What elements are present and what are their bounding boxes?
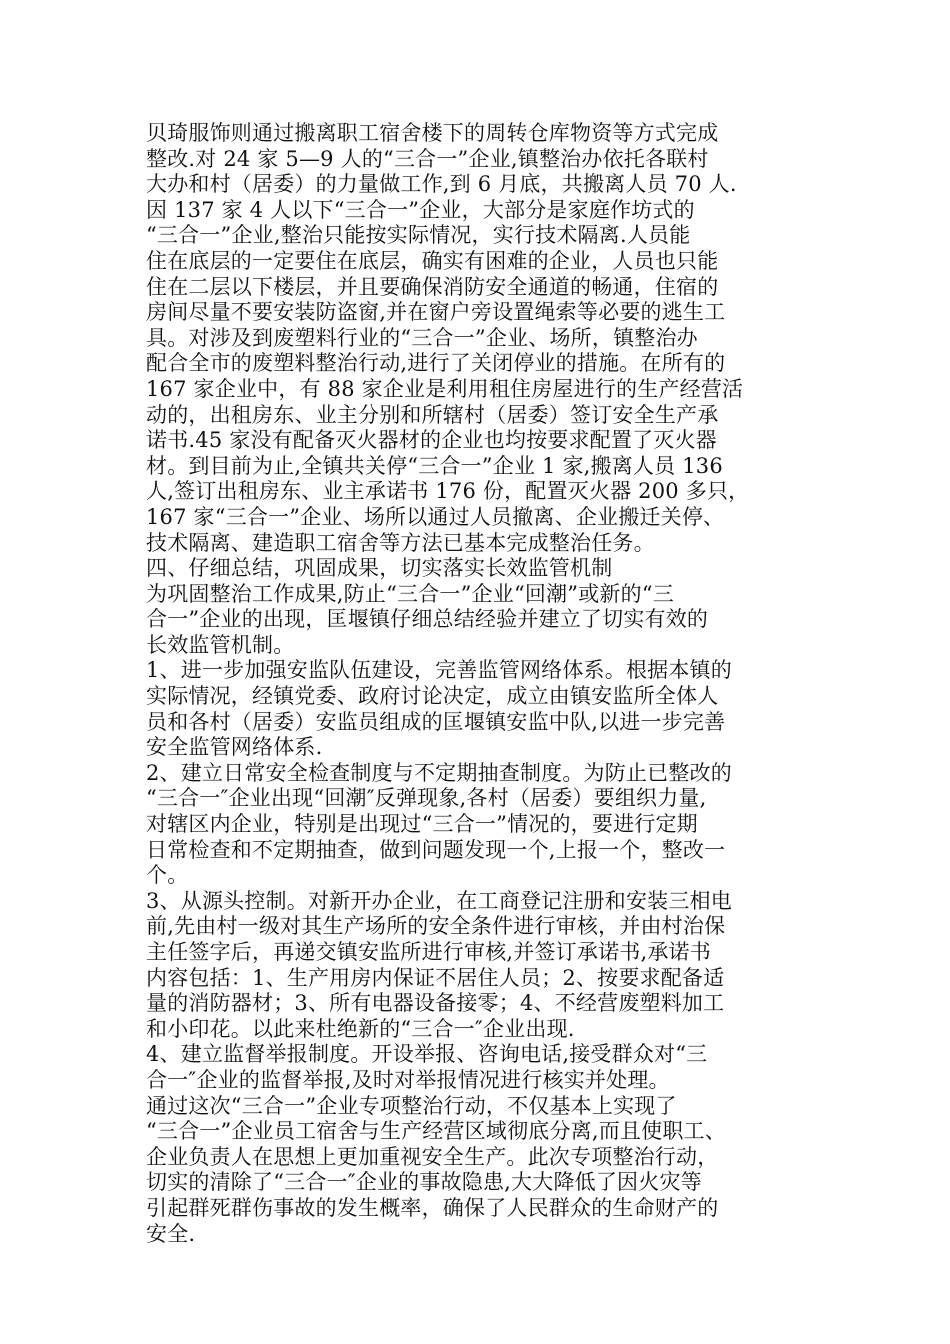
text-line: 住在底层的一定要住在底层，确实有困难的企业，人员也只能 <box>146 248 719 273</box>
text-line: 167 家“三合一”企业、场所以通过人员撤离、企业搬迁关停、 <box>146 504 725 529</box>
text-line: 安全. <box>146 1221 196 1246</box>
text-line: 整改.对 24 家 5—9 人的“三合一”企业,镇整治办依托各联村 <box>146 146 709 171</box>
text-line: 大办和村（居委）的力量做工作,到 6 月底，共搬离人员 70 人. <box>146 172 737 197</box>
text-line: 和小印花。以此来杜绝新的“三合一″企业出现. <box>146 1016 575 1041</box>
text-line: 167 家企业中，有 88 家企业是利用租住房屋进行的生产经营活 <box>146 376 744 401</box>
text-line: 日常检查和不定期抽查，做到问题发现一个,上报一个，整改一 <box>146 837 726 862</box>
text-line: 为巩固整治工作成果,防止“三合一”企业“回潮”或新的“三 <box>146 581 674 606</box>
text-line: 1、进一步加强安监队伍建设，完善监管网络体系。根据本镇的 <box>146 658 732 683</box>
text-line: “三合一″企业出现“回潮″反弹现象,各村（居委）要组织力量, <box>146 786 707 811</box>
text-line: 长效监管机制。 <box>146 632 295 657</box>
text-line: 个。 <box>146 863 189 888</box>
text-line: 动的，出租房东、业主分别和所辖村（居委）签订安全生产承 <box>146 402 719 427</box>
text-line: 配合全市的废塑料整治行动,进行了关闭停业的措施。在所有的 <box>146 351 726 376</box>
text-line: 合一″企业的监督举报,及时对举报情况进行核实并处理。 <box>146 1067 670 1092</box>
text-line: 主任签字后，再递交镇安监所进行审核,并签订承诺书,承诺书 <box>146 940 711 964</box>
text-line: 对辖区内企业，特别是出现过“三合一”情况的，要进行定期 <box>146 812 698 837</box>
text-line: 安全监管网络体系. <box>146 735 323 760</box>
text-line: 合一”企业的出现，匡堰镇仔细总结经验并建立了切实有效的 <box>146 607 709 632</box>
text-line: 四、仔细总结，巩固成果，切实落实长效监管机制 <box>146 556 613 581</box>
text-line: 技术隔离、建造职工宿舍等方法已基本完成整治任务。 <box>146 530 655 555</box>
text-line: 房间尽量不要安装防盗窗,并在窗户旁设置绳索等必要的逃生工 <box>146 300 726 325</box>
text-line: 内容包括：1、生产用房内保证不居住人员；2、按要求配备适 <box>146 965 725 990</box>
text-line: “三合一”企业,整治只能按实际情况，实行技术隔离.人员能 <box>146 223 691 248</box>
text-line: 2、建立日常安全检查制度与不定期抽查制度。为防止已整改的 <box>146 760 732 785</box>
text-line: 引起群死群伤事故的发生概率，确保了人民群众的生命财产的 <box>146 1195 719 1220</box>
text-line: 量的消防器材；3、所有电器设备接零；4、不经营废塑料加工 <box>146 991 725 1016</box>
text-line: 贝琦服饰则通过搬离职工宿舍楼下的周转仓库物资等方式完成 <box>146 121 719 145</box>
text-line: 前,先由村一级对其生产场所的安全条件进行审核，并由村治保 <box>146 914 726 939</box>
text-line: 4、建立监督举报制度。开设举报、咨询电话,接受群众对“三 <box>146 1042 708 1067</box>
text-line: 通过这次“三合一”企业专项整治行动，不仅基本上实现了 <box>146 1093 677 1118</box>
text-line: 3、从源头控制。对新开办企业，在工商登记注册和安装三相电 <box>146 888 732 913</box>
text-line: 住在二层以下楼层，并且要确保消防安全通道的畅通，住宿的 <box>146 274 719 299</box>
text-line: 具。对涉及到废塑料行业的“三合一”企业、场所，镇整治办 <box>146 325 698 350</box>
text-line: 切实的清除了“三合一″企业的事故隐患,大大降低了因火灾等 <box>146 1170 702 1195</box>
text-line: 实际情况，经镇党委、政府讨论决定，成立由镇安监所全体人 <box>146 684 719 709</box>
text-line: 诺书.45 家没有配备灭火器材的企业也均按要求配置了灭火器 <box>146 428 717 453</box>
document-body-text <box>146 121 806 1247</box>
text-line: 员和各村（居委）安监员组成的匡堰镇安监中队,以进一步完善 <box>146 709 726 734</box>
text-line: 企业负责人在思想上更加重视安全生产。此次专项整治行动， <box>146 1144 719 1169</box>
text-line: 因 137 家 4 人以下“三合一”企业，大部分是家庭作坊式的 <box>146 197 695 222</box>
text-line: 人,签订出租房东、业主承诺书 176 份，配置灭火器 200 多只， <box>146 479 750 504</box>
text-line: 材。到目前为止,全镇共关停“三合一”企业 1 家,搬离人员 136 <box>146 453 723 478</box>
text-line: “三合一”企业员工宿舍与生产经营区域彻底分离,而且使职工、 <box>146 1119 726 1144</box>
